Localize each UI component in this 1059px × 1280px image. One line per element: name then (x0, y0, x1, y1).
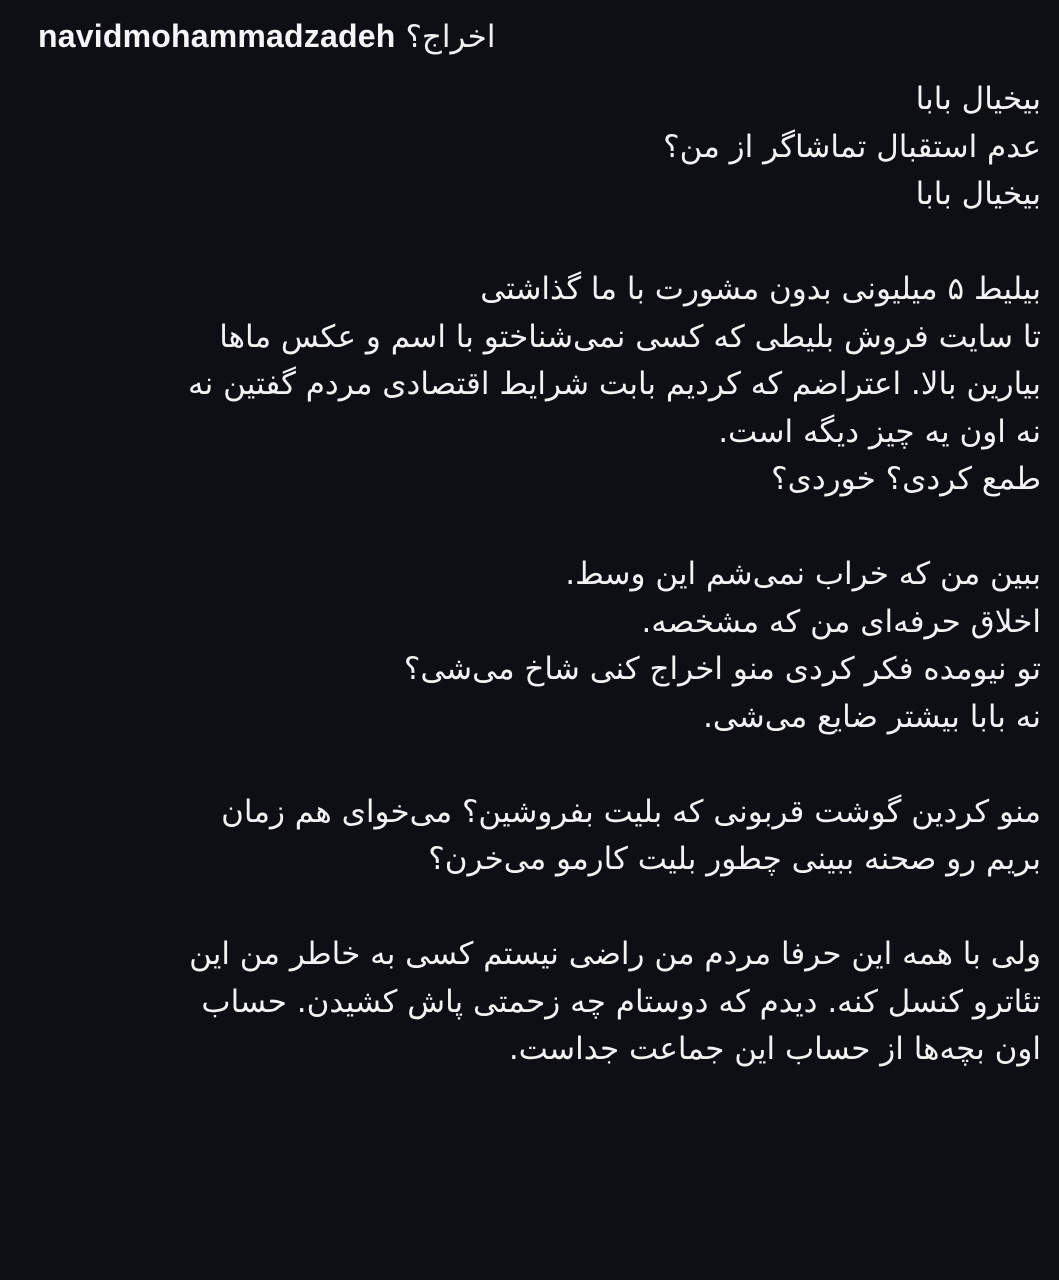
caption-first-line: اخراج؟ (405, 19, 496, 55)
caption-header (38, 18, 1039, 68)
caption-line: تو نیومده فکر کردی منو اخراج کنی شاخ می‌شی؟ (403, 651, 1041, 687)
caption-line: منو کردین گوشت قربونی که بلیت بفروشین؟ می‌خوای هم زمان (221, 793, 1041, 830)
caption-line: اون بچه‌ها از حساب این جماعت جداست. (508, 1031, 1041, 1067)
caption-line: بیلیط ۵ میلیونی بدون مشورت با ما گذاشتی (480, 271, 1041, 307)
caption-blank-line (20, 504, 1041, 552)
caption-blank-line (20, 884, 1041, 932)
caption-line: نه بابا بیشتر ضایع می‌شی. (703, 698, 1041, 735)
caption-line: طمع کردی؟ خوردی؟ (771, 461, 1041, 497)
caption-blank-line (20, 219, 1041, 267)
caption-line: نه اون یه چیز دیگه است. (718, 413, 1041, 450)
caption-line: بیخیال بابا (915, 176, 1041, 212)
caption-line: بیخیال بابا (915, 81, 1041, 117)
caption-line: ولی با همه این حرفا مردم من راضی نیستم کسی به خاطر من این (189, 936, 1041, 972)
caption-line: عدم استقبال تماشاگر از من؟ (663, 128, 1041, 165)
caption-blank-line (20, 741, 1041, 789)
username-link[interactable]: navidmohammadzadeh (38, 18, 396, 54)
caption-line: تئاترو کنسل کنه. دیدم که دوستام چه زحمتی پاش کشیدن. حساب (201, 983, 1041, 1020)
caption-line: ببین من که خراب نمی‌شم این وسط. (565, 556, 1041, 592)
caption-line: بریم رو صحنه ببینی چطور بلیت کارمو می‌خرن؟ (428, 841, 1041, 877)
caption-line: بیارین بالا. اعتراضم که کردیم بابت شرایط اقتصادی مردم گفتین نه (188, 366, 1041, 402)
caption-line: تا سایت فروش بلیطی که کسی نمی‌شناختو با اسم و عکس ماها (219, 318, 1041, 355)
caption-text (20, 76, 1041, 1074)
caption-line: اخلاق حرفه‌ای من که مشخصه. (641, 603, 1041, 640)
